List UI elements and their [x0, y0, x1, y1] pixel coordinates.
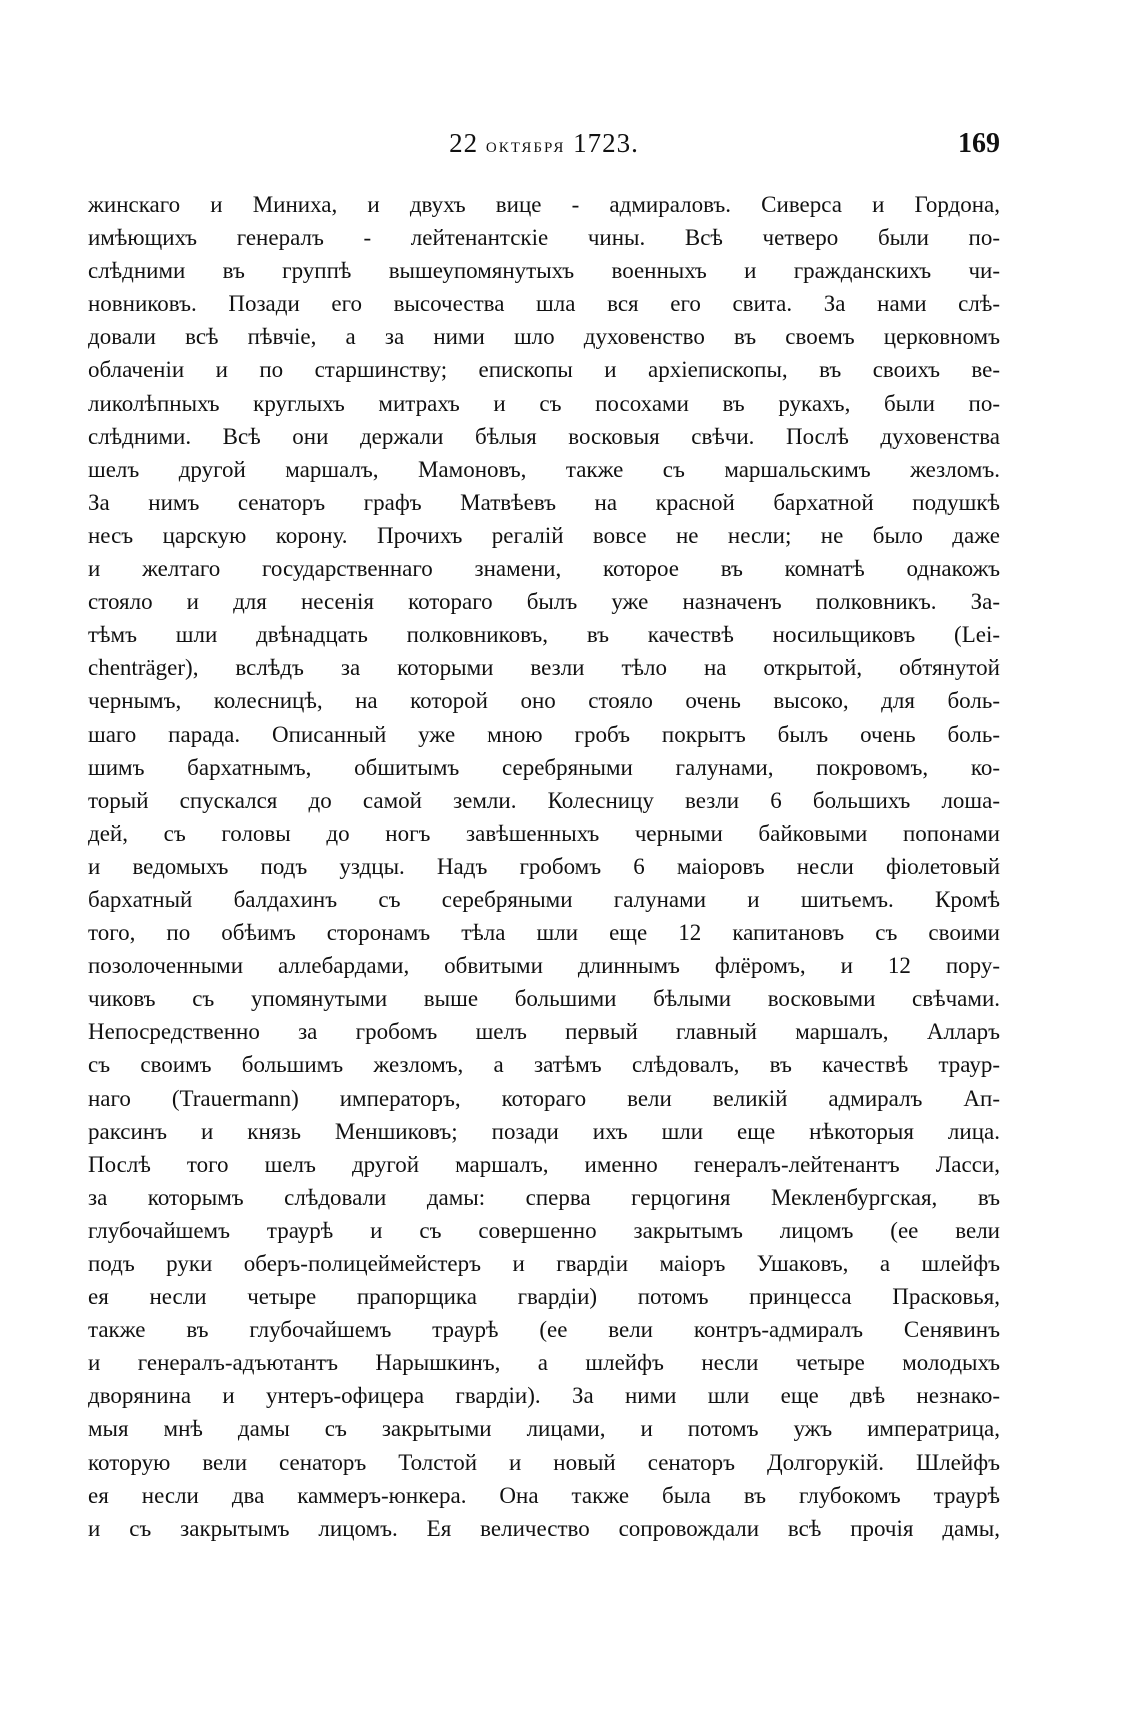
text-line: мыя мнѣ дамы съ закрытыми лицами, и потомъ ужъ императрица,: [88, 1416, 1000, 1442]
text-line: которую вели сенаторъ Толстой и новый сенаторъ Долгорукій. Шлейфъ: [88, 1449, 1000, 1475]
text-line: также въ глубочайшемъ траурѣ (ее вели контръ-адмиралъ Сенявинъ: [88, 1317, 1000, 1343]
text-line: глубочайшемъ траурѣ и съ совершенно закрытымъ лицомъ (ее вели: [88, 1217, 1000, 1243]
text-line: и съ закрытымъ лицомъ. Ея величество сопровождали всѣ прочія дамы,: [88, 1515, 1000, 1541]
text-line: торый спускался до самой земли. Колесницу везли 6 большихъ лоша-: [88, 787, 1000, 813]
page-number: 169: [958, 128, 1000, 159]
text-line: того, по обѣимъ сторонамъ тѣла шли еще 12 капитановъ съ своими: [88, 920, 1000, 946]
header-month: октября: [485, 132, 566, 157]
text-line: дей, съ головы до ногъ завѣшенныхъ черными байковыми попонами: [88, 820, 1000, 846]
text-line: довали всѣ пѣвчіе, а за ними шло духовенство въ своемъ церковномъ: [88, 324, 1000, 350]
text-line: стояло и для несенія котораго былъ уже назначенъ полковникъ. За-: [88, 589, 1000, 615]
text-line: и генералъ-адъютантъ Нарышкинъ, а шлейфъ несли четыре молодыхъ: [88, 1350, 1000, 1376]
text-line: ликолѣпныхъ круглыхъ митрахъ и съ посохами въ рукахъ, были по-: [88, 390, 1000, 416]
text-line: раксинъ и князь Меншиковъ; позади ихъ шли еще нѣкоторыя лица.: [88, 1118, 1000, 1144]
text-line: жинскаго и Миниха, и двухъ вице - адмираловъ. Сиверса и Гордона,: [88, 192, 1000, 217]
text-line: имѣющихъ генералъ - лейтенантскіе чины. Всѣ четверо были по-: [88, 225, 1000, 251]
text-line: шимъ бархатнымъ, обшитымъ серебряными галунами, покровомъ, ко-: [88, 754, 1000, 780]
text-line: за которымъ слѣдовали дамы: сперва герцогиня Мекленбургская, въ: [88, 1184, 1000, 1210]
header-day: 22: [449, 128, 486, 158]
text-line: чернымъ, колесницѣ, на которой оно стояло очень высоко, для боль-: [88, 688, 1000, 714]
text-line: chenträger), вслѣдъ за которыми везли тѣло на открытой, обтянутой: [88, 655, 1000, 681]
text-line: шелъ другой маршалъ, Мамоновъ, также съ маршальскимъ жезломъ.: [88, 456, 1000, 482]
text-line: и желтаго государственнаго знамени, которое въ комнатѣ однакожъ: [88, 556, 1000, 582]
text-line: слѣдними. Всѣ они держали бѣлыя восковыя свѣчи. Послѣ духовенства: [88, 423, 1000, 449]
text-line: подъ руки оберъ-полицеймейстеръ и гвардіи маіоръ Ушаковъ, а шлейфъ: [88, 1251, 1000, 1276]
text-line: облаченіи и по старшинству; епископы и архіепископы, въ своихъ ве-: [88, 357, 1000, 383]
text-line: Непосредственно за гробомъ шелъ первый главный маршалъ, Алларъ: [88, 1019, 1000, 1045]
header-year: 1723.: [565, 128, 639, 158]
text-line: и ведомыхъ подъ уздцы. Надъ гробомъ 6 маіоровъ несли фіолетовый: [88, 853, 1000, 879]
text-line: позолоченными аллебардами, обвитыми длиннымъ флёромъ, и 12 пору-: [88, 953, 1000, 979]
text-line: Послѣ того шелъ другой маршалъ, именно генералъ-лейтенантъ Ласси,: [88, 1151, 1000, 1177]
text-line: наго (Trauermann) императоръ, котораго вели великій адмиралъ Ап-: [88, 1085, 1000, 1111]
text-line: шаго парада. Описанный уже мною гробъ покрытъ былъ очень боль-: [88, 721, 1000, 747]
text-line: ея несли два каммеръ-юнкера. Она также была въ глубокомъ траурѣ: [88, 1482, 1000, 1508]
running-header: [88, 128, 1000, 168]
text-line: дворянина и унтеръ-офицера гвардіи). За ними шли еще двѣ незнако-: [88, 1383, 1000, 1409]
text-line: бархатный балдахинъ съ серебряными галунами и шитьемъ. Кромѣ: [88, 886, 1000, 912]
text-line: несъ царскую корону. Прочихъ регалій вовсе не несли; не было даже: [88, 522, 1000, 548]
text-line: новниковъ. Позади его высочества шла вся его свита. За нами слѣ-: [88, 291, 1000, 317]
text-line: чиковъ съ упомянутыми выше большими бѣлыми восковыми свѣчами.: [88, 986, 1000, 1012]
text-line: За нимъ сенаторъ графъ Матвѣевъ на красной бархатной подушкѣ: [88, 489, 1000, 515]
body-text: [88, 188, 1000, 1545]
text-line: ея несли четыре прапорщика гвардіи) потомъ принцесса Прасковья,: [88, 1284, 1000, 1310]
text-line: слѣдними въ группѣ вышеупомянутыхъ военныхъ и гражданскихъ чи-: [88, 258, 1000, 284]
header-date: [88, 128, 1000, 159]
text-line: тѣмъ шли двѣнадцать полковниковъ, въ качествѣ носильщиковъ (Lei-: [88, 622, 1000, 648]
text-line: съ своимъ большимъ жезломъ, а затѣмъ слѣдовалъ, въ качествѣ траур-: [88, 1052, 1000, 1078]
